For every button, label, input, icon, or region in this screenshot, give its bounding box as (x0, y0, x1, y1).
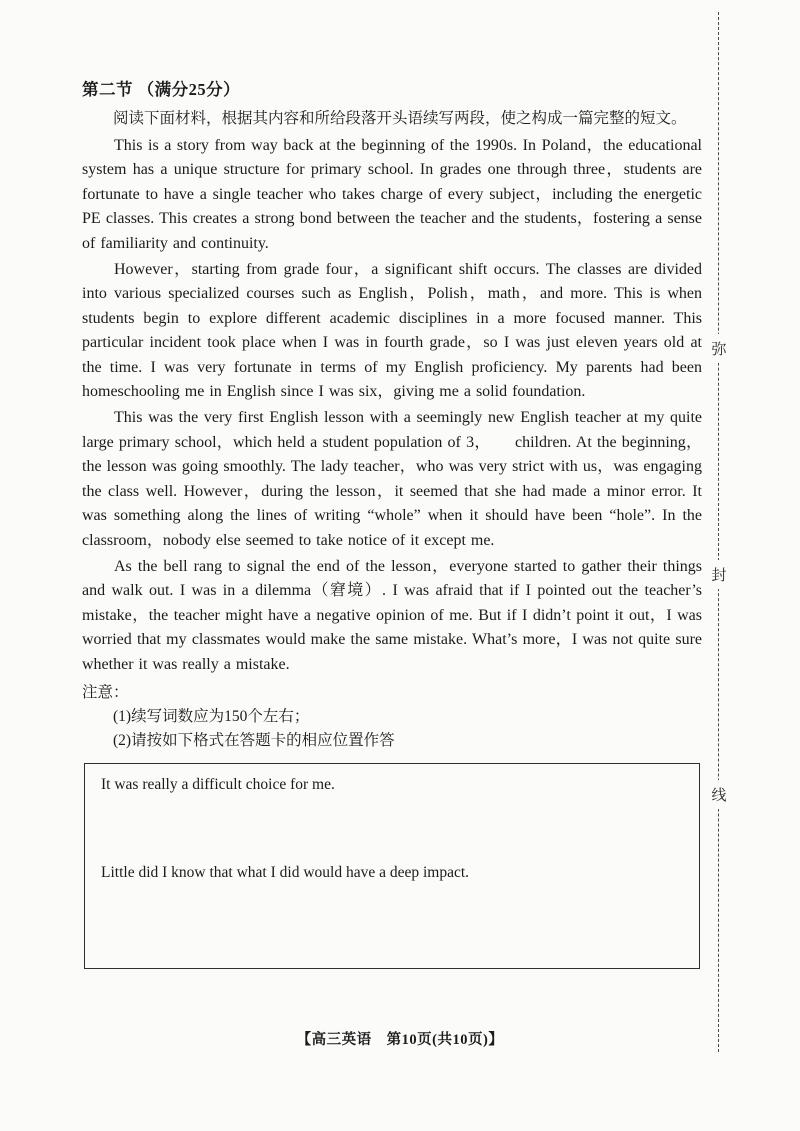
section-heading: 第二节 （满分25分） (82, 80, 241, 99)
seal-char-1: 弥 (710, 334, 728, 363)
answer-box (84, 763, 700, 969)
page-footer: 【高三英语 第10页(共10页)】 (296, 1032, 504, 1048)
story-paragraph-1: This is a story from way back at the beginning of the 1990s. In Poland，the educational system has a unique structure for primary school. In grades one through three，students are fortunate to have a single teacher who takes charge of every subject，including the energetic PE classes. This creates a strong bond between the teacher and the students，fostering a sense of familiarity and continuity. (82, 137, 703, 252)
seal-char-3: 线 (710, 780, 728, 809)
notice-label: 注意： (82, 683, 129, 701)
story-paragraph-3: This was the very first English lesson with a seemingly new English teacher at my quite large primary school，which held a student population of 3， children. At the beginning，the lesson was going smoothly. The lady teacher，who was very strict with us，was engaging the class well. However，during the lesson，it seemed that she had made a minor error. It was something along the lines of writing “whole” when it should have been “hole”. In the classroom，nobody else seemed to take notice of it except me. (82, 409, 702, 549)
seal-char-2: 封 (710, 560, 728, 589)
seal-line (711, 12, 727, 1052)
notice-item-1: (1)续写词数应为150个左右； (113, 707, 310, 725)
exam-content (82, 76, 702, 969)
continuation-prompt-1: It was really a difficult choice for me. (101, 775, 335, 793)
story-paragraph-2: However，starting from grade four，a significant shift occurs. The classes are divided into various specialized courses such as English，Polish，math，and more. This is when students begin to explore different academic disciplines in a more focused manner. This particular incident took place when I was in fourth grade，so I was just eleven years old at the time. I was very fortunate in terms of my English proficiency. My parents had been homeschooling me in English since I was six，giving me a solid foundation. (82, 261, 702, 401)
notice-item-2: (2)请按如下格式在答题卡的相应位置作答 (113, 731, 395, 749)
task-instruction: 阅读下面材料，根据其内容和所给段落开头语续写两段，使之构成一篇完整的短文。 (113, 110, 687, 127)
continuation-prompt-2: Little did I know that what I did would have a deep impact. (101, 863, 470, 881)
story-paragraph-4: As the bell rang to signal the end of the lesson，everyone started to gather their things and walk out. I was in a dilemma（窘境）. I was afraid that if I pointed out the teacher’s mistake，the teacher might have a negative opinion of me. But if I didn’t point it out，I was worried that my classmates would make the same mistake. What’s more，I was not quite sure whether it was really a mistake. (82, 557, 702, 673)
